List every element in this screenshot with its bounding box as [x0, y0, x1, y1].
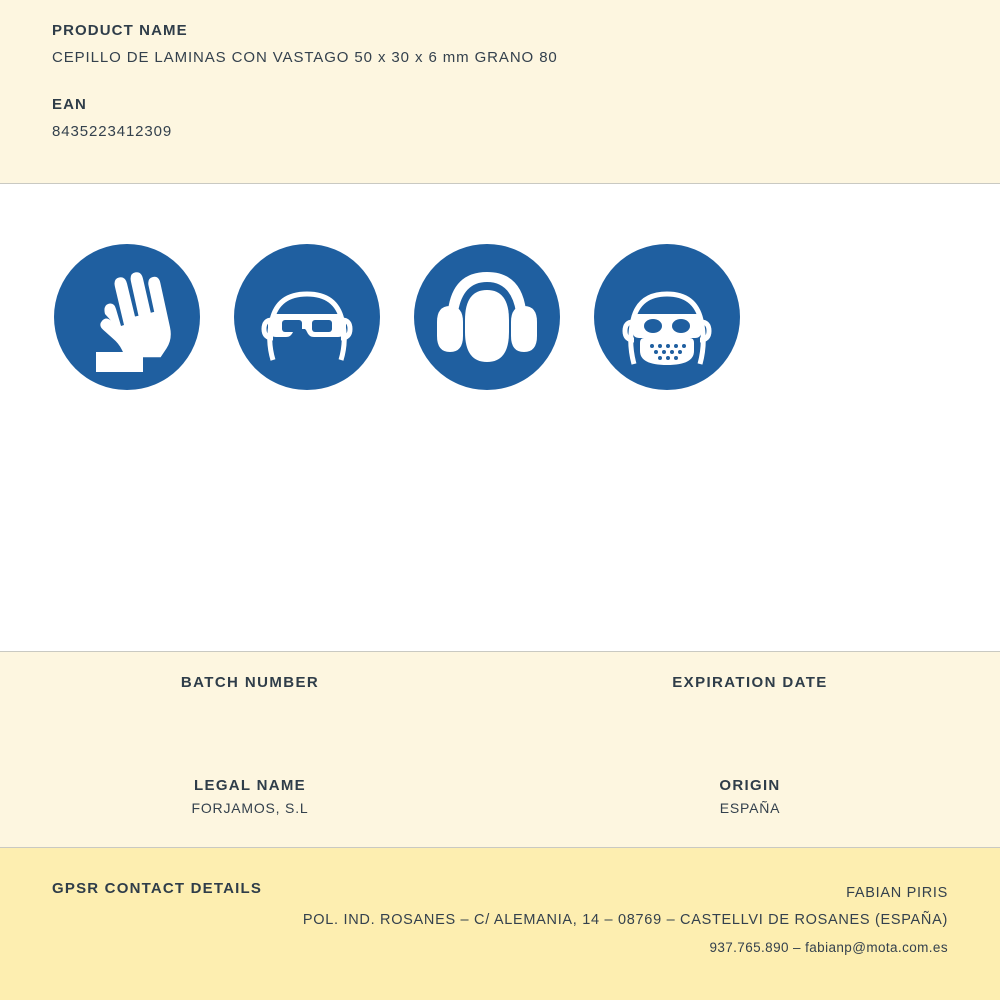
- expiration-date-value: [510, 697, 990, 713]
- legal-name-value: FORJAMOS, S.L: [191, 800, 309, 816]
- gpsr-contact-name: FABIAN PIRIS: [846, 885, 948, 901]
- wear-protective-gloves-icon: [52, 242, 202, 392]
- batch-number-cell: [0, 674, 500, 713]
- product-info-block: [0, 0, 1000, 184]
- gpsr-address: POL. IND. ROSANES – C/ ALEMANIA, 14 – 08769 – CASTELLVI DE ROSANES (ESPAÑA): [302, 912, 948, 928]
- expiration-date-label: EXPIRATION DATE: [672, 674, 828, 691]
- legal-name-label: LEGAL NAME: [194, 777, 306, 794]
- expiration-date-cell: [500, 674, 1000, 713]
- gpsr-contact-line: 937.765.890 – fabianp@mota.com.es: [709, 940, 948, 955]
- batch-row: [0, 674, 1000, 713]
- ean-value: 8435223412309: [52, 123, 173, 140]
- wear-eye-protection-icon: [232, 242, 382, 392]
- batch-number-value: [10, 697, 490, 713]
- ean-group: [52, 96, 1000, 140]
- gpsr-footer: [0, 848, 1000, 1000]
- product-name-value: CEPILLO DE LAMINAS CON VASTAGO 50 x 30 x 6 mm GRANO 80: [52, 49, 558, 66]
- product-name-label: PRODUCT NAME: [52, 22, 188, 39]
- product-name-group: [52, 22, 1000, 66]
- origin-label: ORIGIN: [719, 777, 781, 794]
- batch-number-label: BATCH NUMBER: [180, 674, 320, 691]
- ean-label: EAN: [52, 96, 87, 113]
- wear-respiratory-protection-icon: [592, 242, 742, 392]
- pictogram-row: [52, 242, 742, 392]
- gpsr-title: GPSR CONTACT DETAILS: [52, 880, 263, 897]
- batch-legal-block: [0, 652, 1000, 848]
- legal-row: [0, 777, 1000, 816]
- legal-name-cell: [0, 777, 500, 816]
- pictogram-area: [0, 184, 1000, 652]
- origin-value: ESPAÑA: [719, 800, 781, 816]
- wear-ear-protection-icon: [412, 242, 562, 392]
- origin-cell: [500, 777, 1000, 816]
